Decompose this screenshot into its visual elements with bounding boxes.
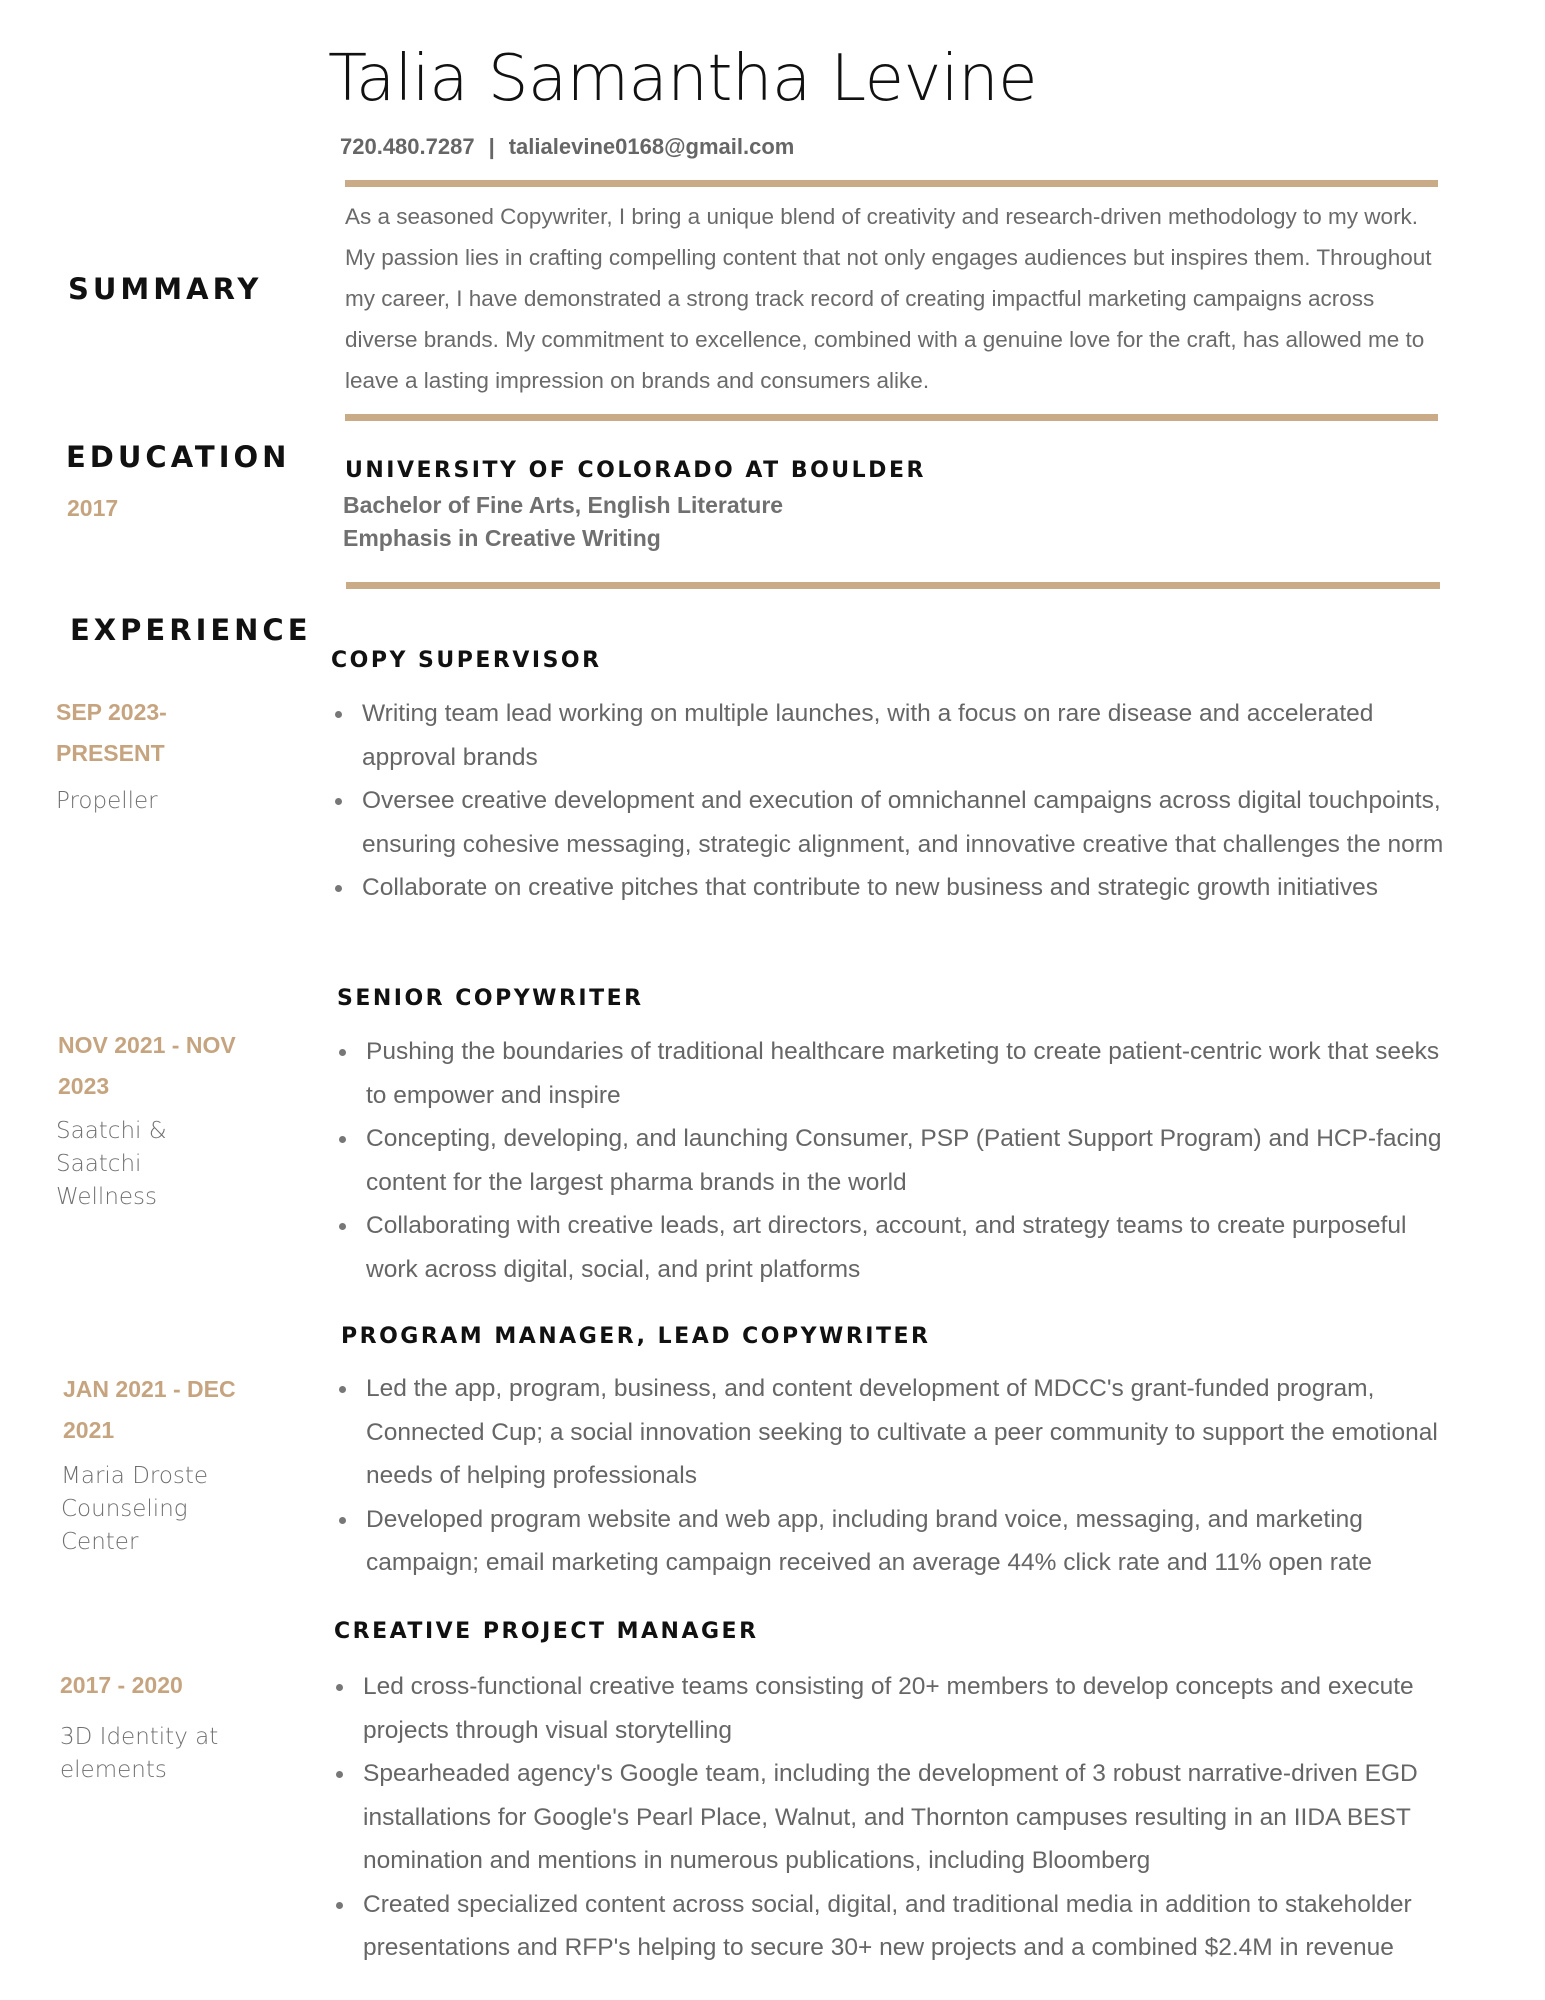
education-year: 2017: [67, 495, 119, 521]
bullet-item: Collaborating with creative leads, art directors, account, and strategy teams to create purposeful work across digital, social, and print platforms: [336, 1204, 1446, 1291]
job-bullets: [332, 692, 1452, 910]
job-dates: NOV 2021 - NOV 2023: [58, 1032, 236, 1099]
summary-heading: SUMMARY: [68, 272, 263, 306]
job-company: Maria Droste Counseling Center: [61, 1463, 209, 1555]
job-dates: 2017 - 2020: [60, 1672, 183, 1698]
job-bullets: [333, 1665, 1463, 1970]
divider-summary: [345, 414, 1438, 421]
bullet-item: Oversee creative development and execution of omnichannel campaigns across digital touchpoints, ensuring cohesive messaging, strategic alignment, and innovative creative that challenges the norm: [332, 779, 1452, 866]
bullet-item: Writing team lead working on multiple launches, with a focus on rare disease and accelerated approval brands: [332, 692, 1452, 779]
divider-top: [345, 180, 1438, 187]
bullet-item: Pushing the boundaries of traditional healthcare marketing to create patient-centric work that seeks to empower and inspire: [336, 1030, 1446, 1117]
education-heading: EDUCATION: [66, 440, 291, 474]
job-title: SENIOR COPYWRITER: [337, 986, 644, 1011]
degree: Bachelor of Fine Arts, English Literature: [343, 492, 784, 518]
job-dates: JAN 2021 - DEC 2021: [63, 1376, 236, 1443]
job-title: CREATIVE PROJECT MANAGER: [334, 1619, 759, 1644]
contact-line: [340, 134, 794, 160]
summary-text: As a seasoned Copywriter, I bring a unique blend of creativity and research-driven methodology to my work. My passion lies in crafting compelling content that not only engages audiences but inspires them. Throughout my career, I have demonstrated a strong track record of creating impactful marketing campaigns across diverse brands. My commitment to excellence, combined with a genuine love for the craft, has allowed me to leave a lasting impression on brands and consumers alike.: [345, 204, 1432, 393]
divider-education: [346, 582, 1440, 589]
job-bullets: [336, 1367, 1456, 1585]
bullet-item: Concepting, developing, and launching Consumer, PSP (Patient Support Program) and HCP-facing content for the largest pharma brands in the world: [336, 1117, 1446, 1204]
experience-heading: EXPERIENCE: [70, 613, 312, 647]
candidate-name: Talia Samantha Levine: [328, 42, 1038, 116]
job-dates: SEP 2023- PRESENT: [56, 699, 167, 766]
bullet-item: Led the app, program, business, and content development of MDCC's grant-funded program, Connected Cup; a social innovation seeking to cultivate a peer community to support the emotional needs of helping professionals: [336, 1367, 1456, 1498]
job-company: 3D Identity at elements: [60, 1724, 219, 1783]
bullet-item: Created specialized content across social, digital, and traditional media in addition to stakeholder presentations and RFP's helping to secure 30+ new projects and a combined $2.4M in revenue: [333, 1883, 1463, 1970]
job-title: PROGRAM MANAGER, LEAD COPYWRITER: [341, 1324, 931, 1349]
degree-emphasis: Emphasis in Creative Writing: [343, 525, 661, 551]
bullet-item: Led cross-functional creative teams consisting of 20+ members to develop concepts and execute projects through visual storytelling: [333, 1665, 1463, 1752]
phone-number: 720.480.7287: [340, 134, 475, 159]
job-company: Propeller: [56, 788, 158, 814]
job-company: Saatchi & Saatchi Wellness: [56, 1118, 167, 1210]
bullet-item: Spearheaded agency's Google team, including the development of 3 robust narrative-driven EGD installations for Google's Pearl Place, Walnut, and Thornton campuses resulting in an IIDA BEST nomination and mentions in numerous publications, including Bloomberg: [333, 1752, 1463, 1883]
bullet-item: Developed program website and web app, including brand voice, messaging, and marketing campaign; email marketing campaign received an average 44% click rate and 11% open rate: [336, 1498, 1456, 1585]
bullet-item: Collaborate on creative pitches that contribute to new business and strategic growth initiatives: [332, 866, 1452, 910]
school-name: UNIVERSITY OF COLORADO AT BOULDER: [345, 458, 926, 483]
job-title: COPY SUPERVISOR: [331, 648, 602, 673]
contact-separator: |: [488, 134, 495, 159]
job-bullets: [336, 1030, 1446, 1291]
email-address: talialevine0168@gmail.com: [508, 134, 795, 159]
